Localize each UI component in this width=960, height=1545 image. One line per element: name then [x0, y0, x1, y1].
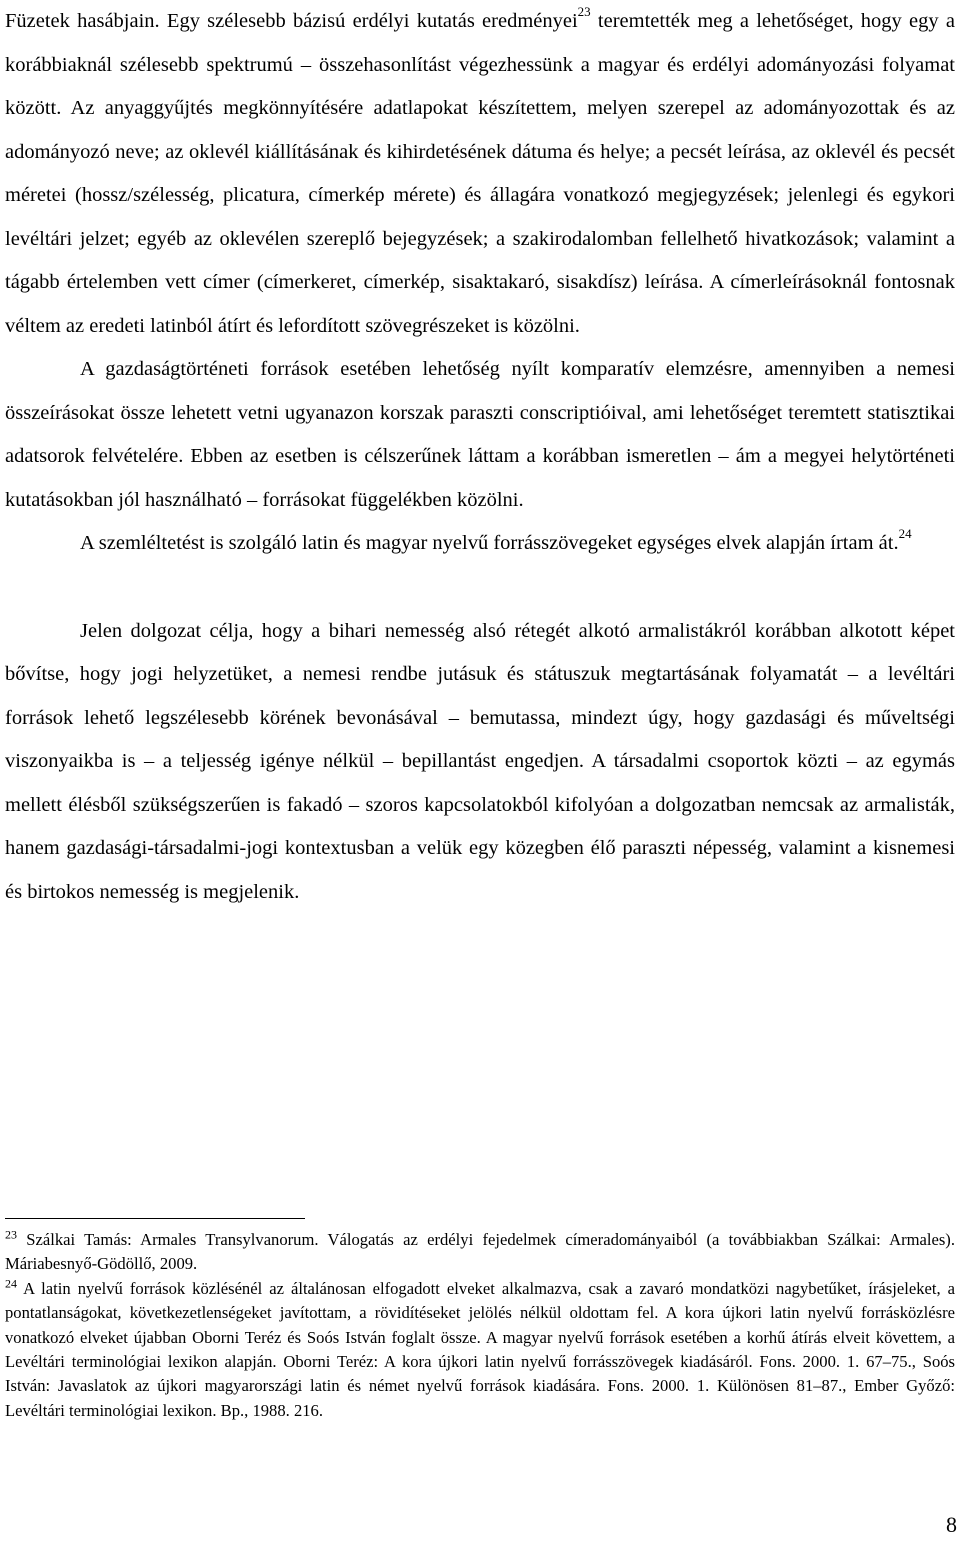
paragraph-3-text: A szemléltetést is szolgáló latin és magyar nyelvű forrásszövegeket egységes elvek alapján írtam át.	[80, 532, 899, 554]
paragraph-gap	[5, 566, 955, 610]
document-page	[5, 0, 955, 914]
paragraph-1-text-b: teremtették meg a lehetőséget, hogy egy a korábbiaknál szélesebb spektrumú – összehasonlítást végezhessünk a magyar és erdélyi adományozási folyamat között. Az anyaggyűjtés megkönnyítésére adatlapokat készítettem, melyen szerepel az adományozottak és az adományozó neve; az oklevél kiállításának és kihirdetésének dátuma és helye; a pecsét leírása, az oklevél és pecsét méretei (hossz/szélesség, plicatura, címerkép mérete) és állagára vonatkozó megjegyzések; jelenlegi és egykori levéltári jelzet; egyéb az oklevélen szereplő bejegyzések; a szakirodalomban fellelhető hivatkozások; valamint a tágabb értelemben vett címer (címerkeret, címerkép, sisaktakaró, sisakdísz) leírása. A címerleírásoknál fontosnak véltem az eredeti latinból átírt és lefordított szövegrészeket is közölni.	[5, 10, 955, 337]
paragraph-3	[5, 522, 955, 566]
footnote-ref-24[interactable]: 24	[898, 526, 912, 542]
paragraph-2: A gazdaságtörténeti források esetében lehetőség nyílt komparatív elemzésre, amennyiben a nemesi összeírásokat össze lehetett vetni ugyanazon korszak paraszti conscriptióival, ami lehetőséget teremtett statisztikai adatsorok felvételére. Ebben az esetben is célszerűnek láttam a korábban ismeretlen – ám a megyei helytörténeti kutatásokban jól használható – forrásokat függelékben közölni.	[5, 358, 955, 511]
main-text	[5, 0, 955, 914]
footnote-24	[5, 1277, 955, 1423]
footnote-24-text: A latin nyelvű források közlésénél az általánosan elfogadott elveket alkalmazva, csak a zavaró mondatközi nagybetűket, írásjeleket, a pontatlanságokat, következetlenségeket javítottam, a rövidítéseket jelölés nélkül oldottam fel. A kora újkori latin nyelvű forrásközlésre vonatkozó elveket újabban Oborni Teréz és Soós István foglalt össze. A magyar nyelvű források esetében a korhű átírás elveit követtem, a Levéltári terminológiai lexikon alapján. Oborni Teréz: A kora újkori latin nyelvű forrásszövegek kiadásáról. Fons. 2000. 1. 67–75., Soós István: Javaslatok az újkori magyarországi latin és német nyelvű források kiadására. Fons. 2000. 1. Különösen 81–87., Ember Győző: Levéltári terminológiai lexikon. Bp., 1988. 216.	[5, 1278, 955, 1420]
footnotes	[5, 1228, 955, 1423]
footnote-mark-24: 24	[5, 1276, 17, 1291]
paragraph-1-text-a: Füzetek hasábjain. Egy szélesebb bázisú erdélyi kutatás eredményei	[5, 10, 578, 32]
paragraph-1	[5, 0, 955, 348]
footnote-23-text: Szálkai Tamás: Armales Transylvanorum. Válogatás az erdélyi fejedelmek címeradományaiból (a továbbiakban Szálkai: Armales). Máriabesnyő-Gödöllő, 2009.	[5, 1230, 955, 1274]
footnote-mark-23: 23	[5, 1227, 17, 1242]
paragraph-4: Jelen dolgozat célja, hogy a bihari nemesség alsó rétegét alkotó armalistákról korábban alkotott képet bővítse, hogy jogi helyzetüket, a nemesi rendbe jutásuk és státuszuk megtartásának folyamatát – a levéltári források lehető legszélesebb körének bevonásával – bemutassa, mindezt úgy, hogy gazdasági és műveltségi viszonyaikba is – a teljesség igénye nélkül – bepillantást engedjen. A társadalmi csoportok közti – az egymás mellett élésből szükségszerűen is fakadó – szoros kapcsolatokból kifolyóan a dolgozatban nemcsak az armalisták, hanem gazdasági-társadalmi-jogi kontextusban a velük egy közegben élő paraszti népesség, valamint a kisnemesi és birtokos nemesség is megjelenik.	[5, 619, 955, 903]
footnote-separator	[5, 1218, 305, 1219]
page-number: 8	[946, 1512, 957, 1537]
footnote-23	[5, 1228, 955, 1277]
footnote-ref-23[interactable]: 23	[577, 4, 591, 20]
